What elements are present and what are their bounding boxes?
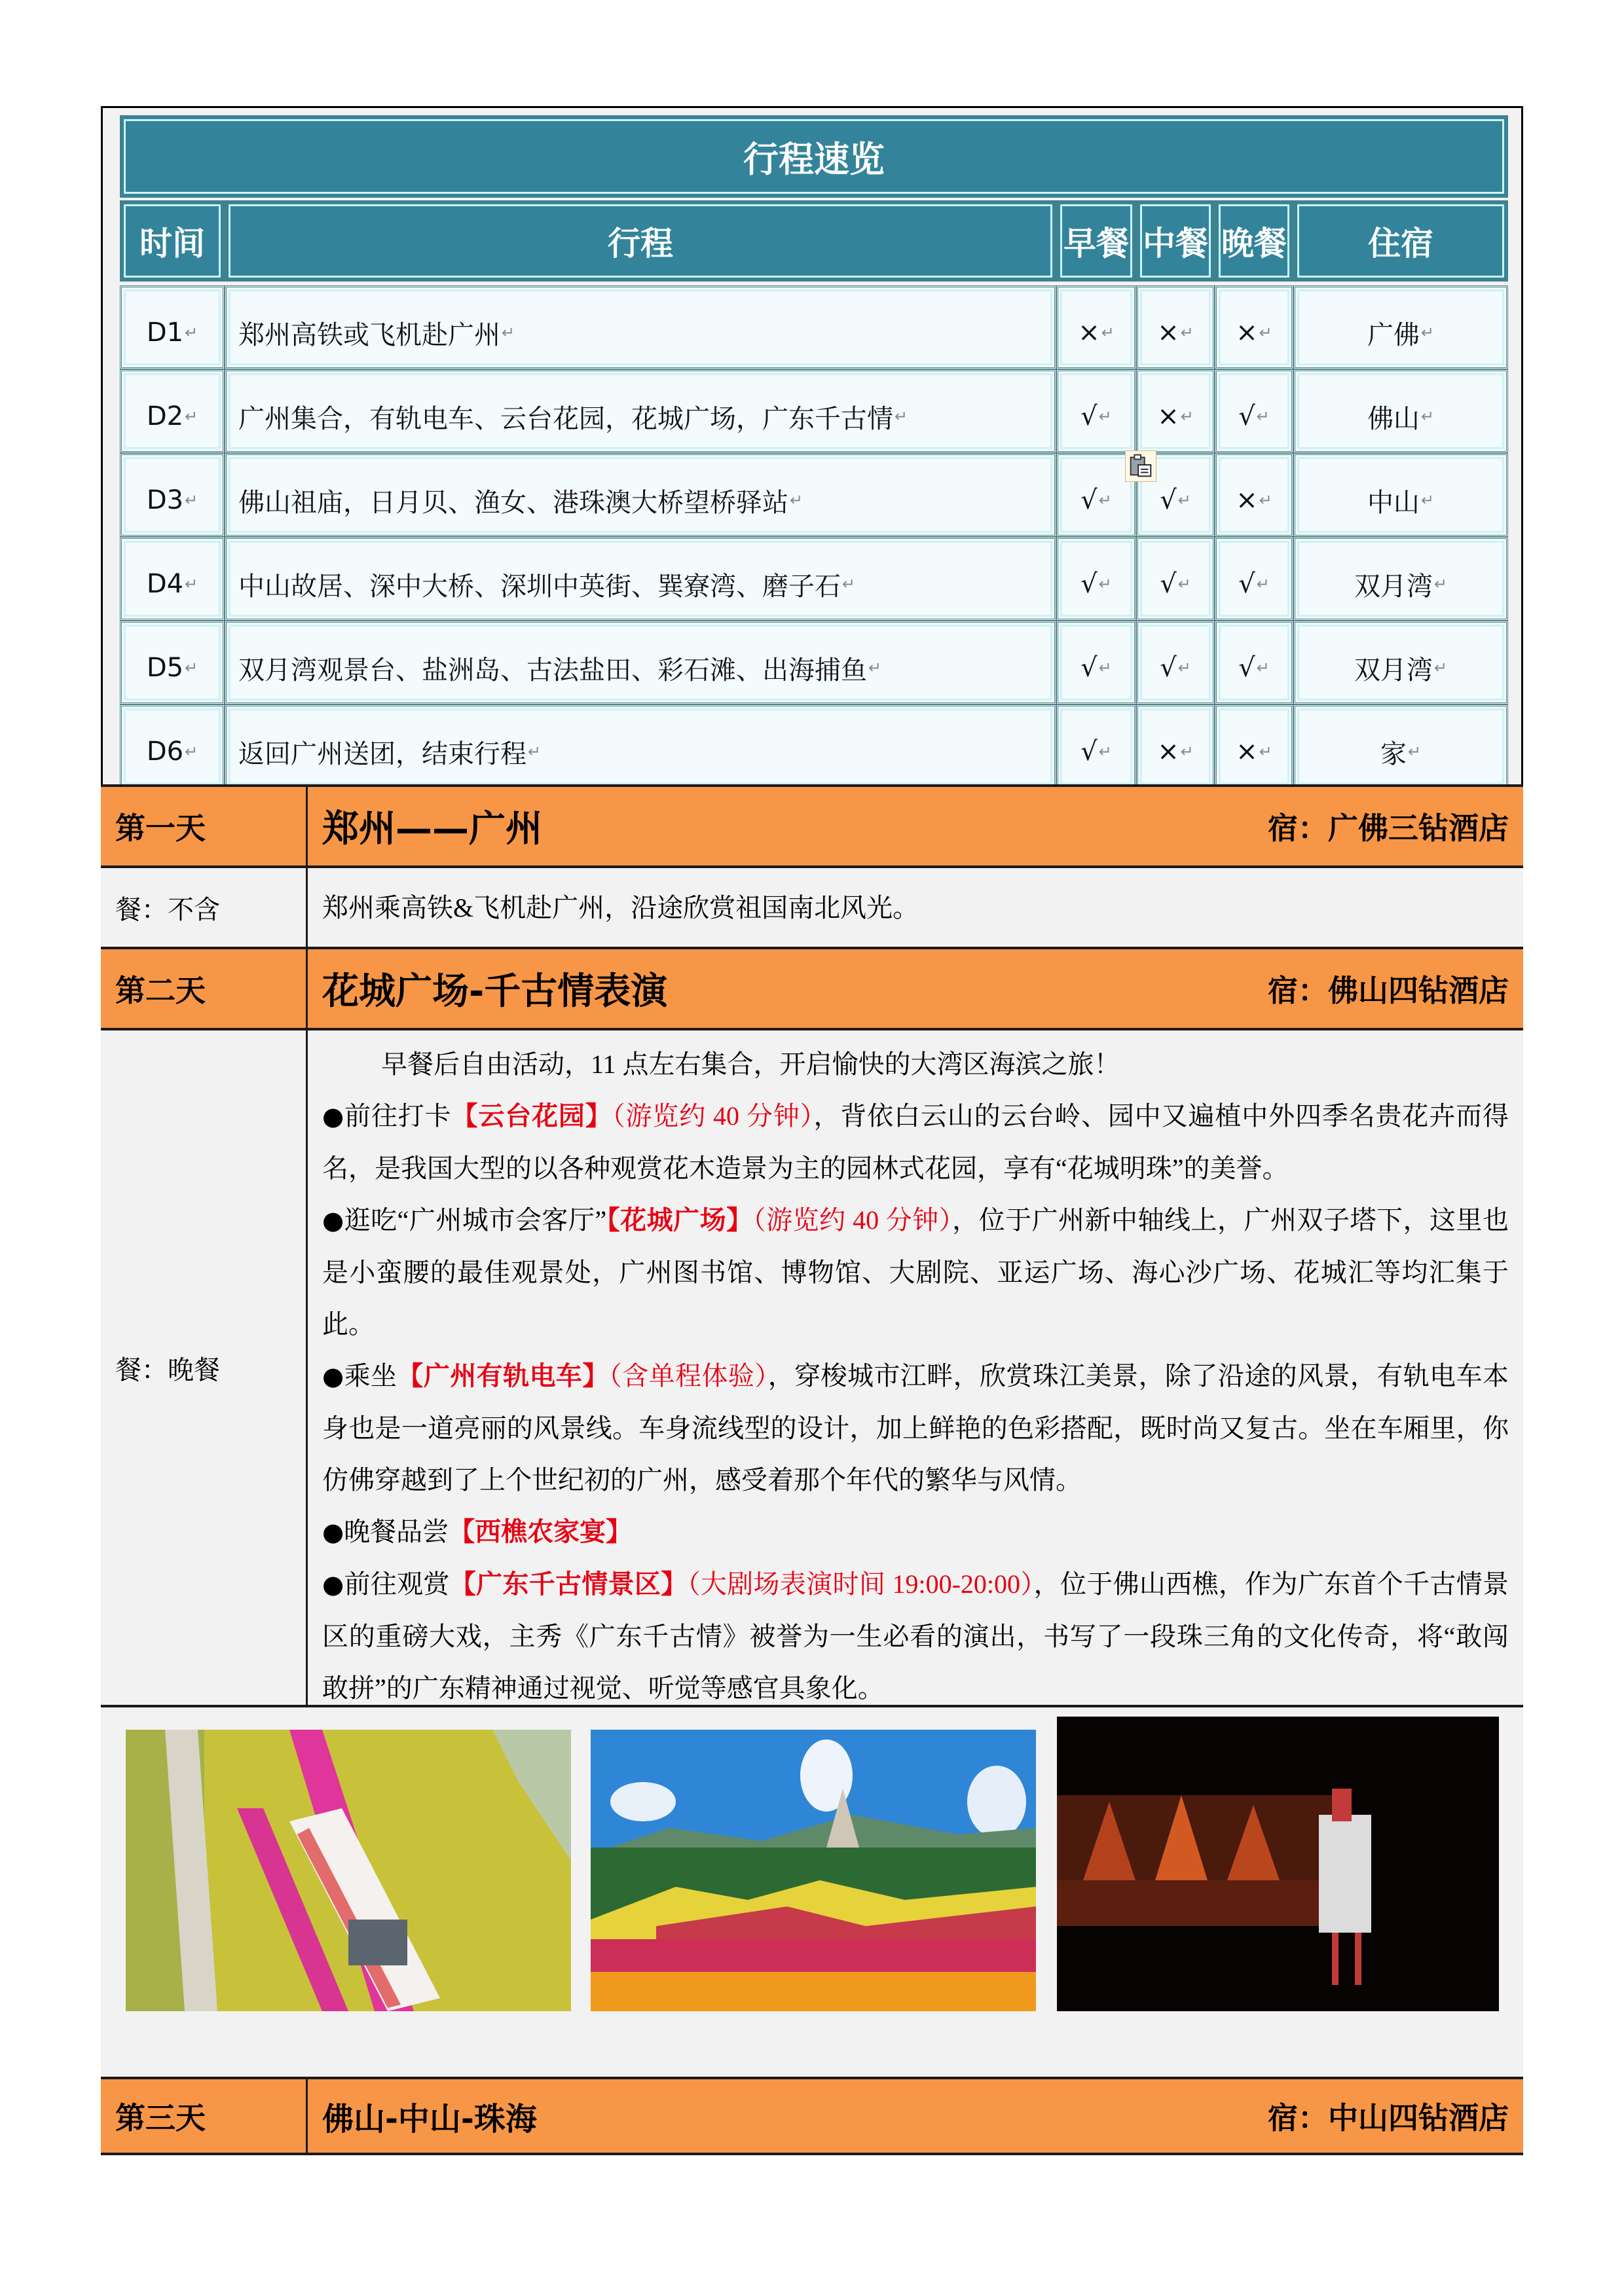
tram-photo	[126, 1730, 571, 2011]
overview-cell-dinner	[1215, 453, 1293, 537]
itinerary-overview-table	[120, 115, 1508, 782]
overview-cell-stay	[1293, 369, 1508, 453]
paragraph-mark-icon: ↵	[1407, 742, 1422, 761]
day-intro: 早餐后自由活动，11 点左右集合，开启愉快的大湾区海滨之旅！	[381, 1049, 1120, 1079]
overview-cell-day	[120, 537, 225, 621]
overview-cell-day-text: D4	[146, 569, 184, 599]
header-dinner	[1215, 200, 1293, 282]
overview-cell-breakfast-text: √	[1080, 653, 1098, 683]
overview-cell-lunch	[1136, 704, 1215, 788]
itinerary-item	[322, 1194, 1509, 1350]
attraction-name: 【云台花园】	[451, 1101, 612, 1131]
item-lead: 前往打卡	[344, 1101, 452, 1131]
day-title: 佛山-中山-珠海	[322, 2100, 537, 2138]
paragraph-mark-icon: ↵	[502, 323, 515, 342]
paragraph-mark-icon: ↵	[1433, 659, 1448, 677]
paragraph-mark-icon: ↵	[1420, 491, 1435, 509]
paragraph-mark-icon: ↵	[1098, 575, 1112, 593]
paragraph-mark-icon: ↵	[185, 575, 198, 593]
overview-cell-lunch-text: ×	[1157, 401, 1179, 431]
overview-cell-breakfast-text: √	[1080, 737, 1098, 767]
paragraph-mark-icon: ↵	[842, 575, 856, 593]
header-time-text: 时间	[139, 225, 205, 263]
overview-cell-breakfast-text: √	[1080, 401, 1098, 431]
paragraph-mark-icon: ↵	[895, 407, 908, 426]
day-label: 第三天	[101, 2079, 308, 2153]
overview-cell-stay-text: 家	[1380, 738, 1407, 769]
overview-cell-day-text: D2	[146, 401, 184, 431]
bullet-icon: ●	[322, 1362, 344, 1391]
paragraph-mark-icon: ↵	[1433, 575, 1448, 593]
attraction-name: 【西樵农家宴】	[449, 1517, 633, 1546]
attraction-name: 【花城广场】	[606, 1205, 753, 1235]
day-1-body	[101, 866, 1523, 947]
item-lead: 乘坐	[344, 1361, 397, 1391]
overview-cell-lunch-text: √	[1160, 653, 1177, 683]
overview-cell-dinner-text: √	[1238, 653, 1255, 683]
hotel-info: 宿：佛山四钻酒店	[1268, 973, 1509, 1008]
overview-cell-lunch	[1136, 285, 1215, 369]
overview-cell-lunch-text: ×	[1157, 737, 1179, 767]
day-description: 郑州乘高铁&飞机赴广州，沿途欣赏祖国南北风光。	[322, 892, 919, 922]
overview-cell-stay-text: 广佛	[1367, 319, 1420, 350]
overview-cell-day-text: D5	[146, 653, 184, 683]
duration-note: （游览约 40 分钟）	[752, 1205, 953, 1235]
paragraph-mark-icon: ↵	[528, 742, 542, 761]
overview-cell-dinner-text: √	[1238, 401, 1255, 431]
overview-cell-lunch-text: √	[1160, 569, 1177, 599]
overview-cell-stay-text: 双月湾	[1354, 571, 1433, 602]
overview-cell-dinner	[1215, 621, 1293, 704]
overview-cell-dinner	[1215, 285, 1293, 369]
overview-cell-dinner-text: √	[1238, 569, 1255, 599]
paragraph-mark-icon: ↵	[1098, 742, 1112, 761]
overview-cell-lunch-text: ×	[1157, 318, 1179, 348]
paragraph-mark-icon: ↵	[1256, 575, 1270, 593]
day-3-header	[101, 2077, 1523, 2155]
paragraph-mark-icon: ↵	[1256, 407, 1270, 426]
paragraph-mark-icon: ↵	[1259, 323, 1272, 342]
duration-note: （游览约 40 分钟）	[612, 1101, 814, 1131]
paragraph-mark-icon: ↵	[1259, 491, 1272, 509]
overview-cell-day-text: D3	[146, 485, 184, 515]
header-breakfast-text: 早餐	[1063, 225, 1129, 263]
header-dinner-text: 晚餐	[1221, 225, 1287, 263]
overview-cell-dinner	[1215, 369, 1293, 453]
overview-cell-breakfast	[1056, 453, 1136, 537]
overview-cell-route-text: 广州集合，有轨电车、云台花园，花城广场，广东千古情	[238, 403, 893, 434]
overview-cell-route	[225, 537, 1056, 621]
paragraph-mark-icon: ↵	[1177, 491, 1191, 509]
paste-options-icon[interactable]	[1125, 450, 1156, 482]
overview-cell-route-text: 郑州高铁或飞机赴广州	[238, 319, 500, 350]
paragraph-mark-icon: ↵	[185, 491, 198, 509]
hotel-info: 宿：广佛三钻酒店	[1268, 811, 1509, 846]
overview-cell-route-text: 中山故居、深中大桥、深圳中英街、巽寮湾、磨子石	[238, 571, 841, 602]
overview-cell-dinner-text: ×	[1236, 737, 1258, 767]
overview-title-text: 行程速览	[743, 138, 885, 180]
overview-cell-breakfast	[1056, 621, 1136, 704]
meals-info: 餐：不含	[101, 868, 308, 947]
itinerary-item	[322, 1558, 1509, 1714]
itinerary-item	[322, 1506, 1509, 1558]
paragraph-mark-icon: ↵	[185, 323, 198, 342]
overview-cell-day-text: D1	[146, 318, 184, 348]
day-title: 花城广场-千古情表演	[322, 970, 668, 1013]
paragraph-mark-icon: ↵	[1098, 491, 1112, 509]
overview-cell-breakfast	[1056, 285, 1136, 369]
item-lead: 晚餐品尝	[344, 1517, 449, 1546]
day-2-body	[101, 1028, 1523, 1705]
item-text: ，位于佛山西樵，作为广东首个千古情景区的重磅大戏，主秀《广东千古情》被誉为一生必看的演出，书写了一段珠三角的文化传奇，将“敢闯敢拼”的广东精神通过视觉、听觉等感官具象化。	[322, 1569, 1509, 1703]
overview-cell-dinner	[1215, 537, 1293, 621]
overview-cell-lunch	[1136, 621, 1215, 704]
item-text: ，穿梭城市江畔，欣赏珠江美景，除了沿途的风景，有轨电车本身也是一道亮丽的风景线。车身流线型的设计，加上鲜艳的色彩搭配，既时尚又复古。坐在车厢里，你仿佛穿越到了上个世纪初的广州，感受着那个年代的繁华与风情。	[322, 1361, 1509, 1495]
paragraph-mark-icon: ↵	[1256, 659, 1270, 677]
day-label: 第一天	[101, 787, 308, 866]
paragraph-mark-icon: ↵	[185, 407, 198, 426]
paragraph-mark-icon: ↵	[185, 742, 198, 761]
paragraph-mark-icon: ↵	[1180, 323, 1194, 342]
overview-cell-day	[120, 704, 225, 788]
garden-photo	[591, 1730, 1036, 2011]
meals-info: 餐：晚餐	[101, 1030, 308, 1705]
paragraph-mark-icon: ↵	[868, 659, 882, 677]
overview-cell-day	[120, 369, 225, 453]
bullet-icon: ●	[322, 1570, 344, 1599]
paragraph-mark-icon: ↵	[1101, 323, 1115, 342]
overview-cell-route-text: 返回广州送团，结束行程	[238, 738, 526, 769]
overview-cell-stay-text: 中山	[1367, 487, 1420, 518]
overview-cell-stay	[1293, 285, 1508, 369]
bullet-icon: ●	[322, 1102, 345, 1131]
overview-cell-stay	[1293, 453, 1508, 537]
show-photo	[1057, 1717, 1499, 2011]
overview-cell-route-text: 双月湾观景台、盐洲岛、古法盐田、彩石滩、出海捕鱼	[238, 655, 867, 685]
overview-cell-stay-text: 双月湾	[1354, 655, 1433, 685]
overview-cell-stay	[1293, 704, 1508, 788]
header-stay	[1293, 200, 1508, 282]
overview-cell-stay	[1293, 537, 1508, 621]
paragraph-mark-icon: ↵	[1177, 659, 1191, 677]
attraction-name: 【广东千古情景区】	[449, 1569, 688, 1599]
overview-cell-route	[225, 704, 1056, 788]
overview-cell-lunch	[1136, 369, 1215, 453]
overview-cell-dinner-text: ×	[1236, 485, 1258, 515]
header-stay-text: 住宿	[1368, 225, 1433, 263]
paragraph-mark-icon: ↵	[1177, 575, 1191, 593]
paragraph-mark-icon: ↵	[1098, 659, 1112, 677]
overview-cell-dinner-text: ×	[1236, 318, 1258, 348]
paragraph-mark-icon: ↵	[1098, 407, 1112, 426]
overview-cell-stay	[1293, 621, 1508, 704]
paragraph-mark-icon: ↵	[1180, 407, 1194, 426]
itinerary-item	[322, 1090, 1509, 1194]
paragraph-mark-icon: ↵	[1420, 323, 1435, 342]
overview-cell-lunch	[1136, 537, 1215, 621]
overview-cell-route	[225, 453, 1056, 537]
header-lunch-text: 中餐	[1143, 225, 1208, 263]
attraction-name: 【广州有轨电车】	[397, 1361, 609, 1391]
overview-cell-breakfast-text: √	[1080, 485, 1098, 515]
header-route	[225, 200, 1056, 282]
overview-title	[120, 115, 1508, 198]
overview-cell-breakfast-text: √	[1080, 569, 1098, 599]
overview-cell-route-text: 佛山祖庙，日月贝、渔女、港珠澳大桥望桥驿站	[238, 487, 788, 518]
overview-cell-breakfast	[1056, 704, 1136, 788]
overview-cell-day	[120, 453, 225, 537]
duration-note: （含单程体验）	[608, 1361, 768, 1391]
overview-cell-dinner	[1215, 704, 1293, 788]
overview-cell-day-text: D6	[146, 737, 184, 767]
hotel-info: 宿：中山四钻酒店	[1268, 2100, 1509, 2136]
overview-cell-lunch-text: √	[1160, 485, 1177, 515]
overview-cell-route	[225, 285, 1056, 369]
overview-cell-breakfast	[1056, 537, 1136, 621]
duration-note: （大剧场表演时间 19:00-20:00）	[687, 1569, 1034, 1599]
item-lead: 逛吃“广州城市会客厅”	[344, 1205, 607, 1235]
item-text: ，位于广州新中轴线上，广州双子塔下，这里也是小蛮腰的最佳观景处，广州图书馆、博物馆、大剧院、亚运广场、海心沙广场、花城汇等均汇集于此。	[322, 1205, 1509, 1339]
overview-cell-day	[120, 621, 225, 704]
paragraph-mark-icon: ↵	[185, 659, 198, 677]
header-lunch	[1136, 200, 1215, 282]
overview-cell-route	[225, 369, 1056, 453]
itinerary-item	[322, 1350, 1509, 1506]
paragraph-mark-icon: ↵	[1180, 742, 1194, 761]
photo-strip	[101, 1705, 1523, 2077]
day-title: 郑州——广州	[322, 808, 542, 850]
paragraph-mark-icon: ↵	[790, 491, 803, 509]
overview-cell-stay-text: 佛山	[1367, 403, 1420, 434]
paragraph-mark-icon: ↵	[1420, 407, 1435, 426]
day-2-header	[101, 947, 1523, 1028]
header-time	[120, 200, 225, 282]
overview-cell-day	[120, 285, 225, 369]
bullet-icon: ●	[322, 1518, 344, 1546]
day-label: 第二天	[101, 949, 308, 1028]
day-1-header	[101, 784, 1523, 866]
item-text: ，背依白云山的云台岭、园中又遍植中外四季名贵花卉而得名，是我国大型的以各种观赏花木造景为主的园林式花园，享有“花城明珠”的美誉。	[322, 1101, 1509, 1183]
overview-cell-route	[225, 621, 1056, 704]
header-route-text: 行程	[608, 225, 673, 263]
paragraph-mark-icon: ↵	[1259, 742, 1272, 761]
overview-cell-breakfast	[1056, 369, 1136, 453]
bullet-icon: ●	[322, 1206, 344, 1235]
item-lead: 前往观赏	[344, 1569, 450, 1599]
header-breakfast	[1056, 200, 1136, 282]
overview-cell-breakfast-text: ×	[1078, 318, 1100, 348]
